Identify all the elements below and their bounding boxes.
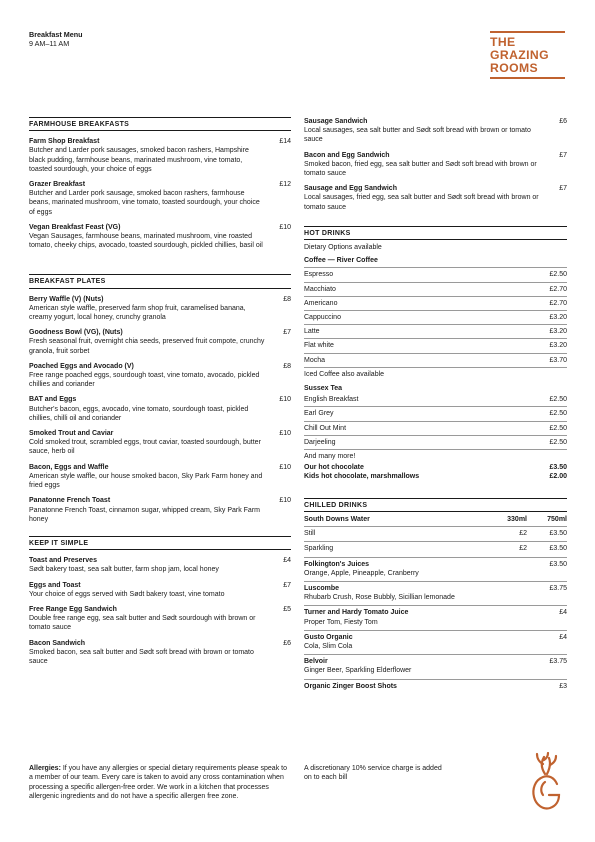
chilled-list (304, 527, 567, 694)
menu-item (304, 151, 567, 179)
menu-item-description: Panatonne French Toast, cinnamon sugar, whipped cream, Sky Park Farm honey (29, 506, 260, 523)
drink-row (304, 325, 567, 339)
service-charge-note: A discretionary 10% service charge is added on to each bill (304, 765, 442, 782)
menu-item-price: £10 (279, 396, 291, 404)
allergy-note (29, 764, 291, 801)
logo-line: ROOMS (490, 61, 539, 76)
chilled-drink-name: Sparkling (304, 545, 334, 553)
menu-item (29, 581, 291, 599)
chilled-drink-name: Gusto Organic (304, 633, 353, 641)
chilled-drink-name: Belvoir (304, 658, 328, 666)
drink-row (304, 422, 567, 436)
menu-item-price: £6 (559, 118, 567, 125)
logo-bottom-rule (490, 77, 565, 79)
drink-name: Earl Grey (304, 410, 334, 418)
menu-item-body (304, 117, 540, 145)
chilled-drink-row (304, 655, 567, 679)
chilled-drink-cell (304, 608, 487, 626)
logo-line: GRAZING (490, 48, 549, 63)
drink-row (304, 283, 567, 297)
chilled-drink-row (304, 680, 567, 694)
menu-item (304, 117, 567, 145)
price-750ml: £4 (559, 633, 567, 641)
menu-item-name: Sausage Sandwich (304, 118, 368, 125)
chilled-drink-description: Proper Tom, Fiesty Tom (304, 618, 378, 626)
menu-item-body (29, 581, 265, 599)
drink-row (304, 472, 567, 481)
drink-price: £3.20 (549, 314, 567, 322)
chilled-drink-cell (304, 682, 487, 691)
menu-item (29, 223, 291, 251)
menu-item-name: Bacon Sandwich (29, 639, 86, 647)
drink-name: Espresso (304, 271, 334, 279)
menu-item-description: Your choice of eggs served with Sødt bakery toast, vine tomato (29, 590, 225, 598)
menu-item-description: Local sausages, fried egg, sea salt butter and Sødt soft bread with brown or tomato sauce (304, 194, 539, 211)
drink-price: £3.50 (549, 464, 567, 472)
price-750ml: £3.75 (549, 658, 567, 666)
logo-line: THE (490, 35, 516, 49)
chilled-drink-description: Cola, Slim Cola (304, 642, 353, 650)
price-750ml: £3.75 (549, 584, 567, 592)
tea-heading: Sussex Tea (304, 385, 343, 393)
menu-item (29, 137, 291, 174)
menu-item-price: £10 (279, 430, 291, 438)
chocolate-list (304, 463, 567, 481)
menu-item-description: Smoked bacon, fried egg, sea salt butter and Sødt soft bread with brown or tomato sauce (304, 160, 537, 178)
menu-item-price: £14 (279, 138, 291, 146)
deer-g-emblem-icon (526, 752, 564, 814)
menu-item (29, 463, 291, 491)
menu-item-name: Toast and Preserves (29, 557, 97, 565)
menu-item (29, 395, 291, 423)
drink-name: Darjeeling (304, 438, 336, 446)
menu-item-body (29, 137, 265, 174)
price-750ml: £3.50 (549, 560, 567, 568)
drink-price: £2.50 (549, 396, 567, 404)
right-column (304, 117, 567, 694)
allergy-label: Allergies: (29, 765, 61, 772)
menu-item-name: Sausage and Egg Sandwich (304, 185, 397, 193)
menu-item (29, 639, 291, 667)
menu-item-price: £6 (283, 639, 291, 647)
menu-item-body (29, 328, 265, 356)
menu-item (29, 496, 291, 524)
drink-row (304, 393, 567, 407)
left-column (29, 117, 291, 672)
drink-price: £2.50 (549, 410, 567, 418)
dietary-note: Dietary Options available (304, 244, 382, 252)
price-330ml: £2 (519, 545, 527, 553)
section-title-hot-drinks: HOT DRINKS (304, 226, 567, 240)
chilled-drink-cell (304, 544, 487, 553)
sandwiches-list (304, 117, 567, 212)
price-750ml: £3.50 (549, 545, 567, 553)
chilled-drink-name: Turner and Hardy Tomato Juice (304, 609, 409, 617)
menu-item-name: Smoked Trout and Caviar (29, 430, 114, 438)
section-title-chilled-drinks: CHILLED DRINKS (304, 498, 567, 512)
simple-list (29, 556, 291, 666)
menu-item-price: £12 (279, 181, 291, 189)
drink-name: Mocha (304, 356, 326, 364)
menu-item-body (304, 151, 540, 179)
plates-list (29, 295, 291, 524)
section-title-farmhouse: FARMHOUSE BREAKFASTS (29, 117, 291, 131)
menu-item-description: Smoked bacon, sea salt butter and Sødt soft bread with brown or tomato sauce (29, 648, 254, 665)
menu-item-name: Farm Shop Breakfast (29, 138, 100, 146)
drink-row (304, 297, 567, 311)
price-330ml (487, 560, 527, 578)
menu-item (29, 328, 291, 356)
drink-price: £2.70 (549, 285, 567, 293)
menu-item-body (29, 429, 265, 457)
menu-item-body (29, 639, 265, 667)
menu-item-body (29, 605, 265, 633)
menu-item-name: Eggs and Toast (29, 581, 81, 589)
drink-name: Flat white (304, 342, 334, 350)
chilled-drink-description: Orange, Apple, Pineapple, Cranberry (304, 569, 419, 577)
menu-item-body (29, 180, 265, 217)
menu-item-description: Cold smoked trout, scrambled eggs, trout caviar, toasted sourdough, butter sauce, herb oil (29, 439, 261, 456)
drink-price: £2.50 (549, 424, 567, 432)
logo (490, 31, 565, 79)
menu-item-name: Goodness Bowl (VG), (Nuts) (29, 329, 123, 337)
col-750ml: 750ml (547, 515, 567, 523)
drink-name: English Breakfast (304, 396, 359, 404)
chilled-drink-row (304, 558, 567, 582)
chilled-drink-cell (304, 657, 487, 675)
menu-item-description: Free range poached eggs, sourdough toast, vine tomato, avocado, pickled chillies and coriander (29, 372, 260, 389)
menu-item-body (29, 362, 265, 390)
drink-row (304, 311, 567, 325)
menu-item-body (304, 184, 540, 212)
menu-item-description: Local sausages, sea salt butter and Sødt soft bread with brown or tomato sauce (304, 127, 531, 144)
price-750ml: £3.50 (549, 530, 567, 538)
chilled-drink-name: Still (304, 530, 316, 538)
drink-row (304, 407, 567, 421)
chilled-drink-row (304, 582, 567, 606)
menu-item-description: American style waffle, preserved farm shop fruit, caramelised banana, creamy yogurt, local honey, crunchy granola (29, 304, 246, 322)
menu-item-price: £10 (279, 463, 291, 471)
drink-name: Latte (304, 328, 320, 336)
drink-price: £3.70 (549, 356, 567, 364)
drink-price: £2.50 (549, 438, 567, 446)
menu-item-description: Double free range egg, sea salt butter and Sødt sourdough with brown or tomato sauce (29, 615, 256, 632)
drink-price: £3.20 (549, 328, 567, 336)
menu-item-description: American style waffle, our house smoked bacon, Sky Park Farm honey and fried eggs (29, 472, 263, 490)
menu-item (29, 295, 291, 323)
menu-item-name: Bacon and Egg Sandwich (304, 151, 390, 159)
menu-item-body (29, 295, 265, 323)
menu-item-description: Vegan Sausages, farmhouse beans, marinated mushroom, vine roasted tomato, cheeky chips, avocado, toasted sourdough, pickled chillies, basil oil (29, 233, 263, 250)
chilled-drink-name: Luscombe (304, 584, 340, 592)
drink-price: £2.50 (549, 271, 567, 279)
chilled-drink-row (304, 542, 567, 557)
menu-item-price: £8 (283, 295, 291, 303)
section-title-simple: KEEP IT SIMPLE (29, 536, 291, 550)
price-330ml (487, 657, 527, 675)
chilled-drink-name: Organic Zinger Boost Shots (304, 682, 397, 690)
iced-coffee-note: Iced Coffee also available (304, 370, 385, 378)
menu-item (29, 362, 291, 390)
drink-price: £2.70 (549, 299, 567, 307)
menu-item-description: Butcher and Larder pork sausage, smoked bacon rashers, farmhouse beans, marinated mushroom, vine tomato, toasted sourdough, your choice of eggs (29, 190, 260, 216)
price-750ml: £3 (559, 682, 567, 690)
menu-item (29, 180, 291, 217)
menu-item-name: Poached Eggs and Avocado (V) (29, 362, 134, 370)
price-330ml (487, 633, 527, 651)
menu-item-body (29, 556, 265, 574)
menu-item-name: Berry Waffle (V) (Nuts) (29, 295, 104, 303)
drink-price: £2.00 (549, 473, 567, 481)
price-330ml (487, 682, 527, 691)
menu-item-price: £7 (559, 185, 567, 193)
allergy-text: If you have any allergies or special dietary requirements please speak to a member of our team. Every care is taken to avoid any cross contamination when processing a specific allergen-free order. We work in a kitchen that processes allergenic ingredients and do not have a specific allergen free zone. (29, 765, 287, 800)
water-heading: South Downs Water (304, 515, 370, 523)
drink-name: Our hot chocolate (304, 464, 364, 472)
drink-name: Cappuccino (304, 314, 341, 322)
menu-item-body (29, 496, 265, 524)
chilled-drink-cell (304, 529, 487, 538)
menu-item-description: Butcher and Larder pork sausages, smoked bacon rashers, Hampshire black pudding, farmhouse beans, marinated mushroom, vine tomato, toasted sourdough, your choice of eggs (29, 147, 249, 173)
price-330ml (487, 608, 527, 626)
price-330ml (487, 584, 527, 602)
menu-item-description: Butcher's bacon, eggs, avocado, vine tomato, sourdough toast, pickled chillies, chilli oil and coriander (29, 405, 249, 422)
chilled-drink-name: Folkington's Juices (304, 560, 370, 568)
menu-item-name: Panatonne French Toast (29, 497, 111, 505)
drink-row (304, 436, 567, 450)
tea-list (304, 393, 567, 450)
chilled-drink-row (304, 606, 567, 630)
menu-item-price: £7 (283, 581, 291, 589)
menu-item-name: Bacon, Eggs and Waffle (29, 463, 109, 471)
menu-item-body (29, 463, 265, 491)
drink-row (304, 354, 567, 368)
menu-item (29, 429, 291, 457)
chilled-drink-row (304, 527, 567, 542)
chilled-drink-cell (304, 560, 487, 578)
col-330ml: 330ml (507, 515, 527, 523)
drink-row (304, 463, 567, 472)
chilled-drink-row (304, 631, 567, 655)
menu-item-price: £4 (283, 557, 291, 565)
coffee-list (304, 268, 567, 367)
drink-row (304, 339, 567, 353)
coffee-heading: Coffee — River Coffee (304, 254, 567, 268)
drink-row (304, 268, 567, 282)
chilled-drink-description: Ginger Beer, Sparkling Elderflower (304, 667, 412, 675)
chilled-drink-description: Rhubarb Crush, Rose Bubbly, Sicillian lemonade (304, 594, 455, 602)
section-title-plates: BREAKFAST PLATES (29, 274, 291, 288)
drink-name: Macchiato (304, 285, 336, 293)
menu-item-name: BAT and Eggs (29, 396, 77, 404)
menu-item-description: Sødt bakery toast, sea salt butter, farm shop jam, local honey (29, 566, 219, 574)
many-more-note: And many more! (304, 453, 356, 461)
menu-item-price: £10 (279, 223, 291, 231)
menu-item-body (29, 395, 265, 423)
menu-item-name: Free Range Egg Sandwich (29, 605, 117, 613)
menu-hours: 9 AM–11 AM (29, 39, 70, 48)
price-750ml: £4 (559, 609, 567, 617)
water-header-row (304, 513, 567, 527)
price-330ml: £2 (519, 530, 527, 538)
menu-item-description: Fresh seasonal fruit, overnight chia seeds, preserved fruit compote, crunchy granola, fruit sorbet (29, 338, 265, 355)
drink-name: Americano (304, 299, 338, 307)
menu-item-body (29, 223, 265, 251)
drink-price: £3.20 (549, 342, 567, 350)
farmhouse-list (29, 137, 291, 250)
menu-item (29, 556, 291, 574)
chilled-drink-cell (304, 633, 487, 651)
menu-item-price: £7 (283, 329, 291, 337)
drink-name: Kids hot chocolate, marshmallows (304, 473, 420, 481)
logo-wordmark (490, 33, 565, 77)
menu-item-name: Vegan Breakfast Feast (VG) (29, 223, 121, 231)
menu-title: Breakfast Menu (29, 30, 83, 39)
menu-item (304, 184, 567, 212)
drink-name: Chill Out Mint (304, 424, 347, 432)
menu-item-price: £7 (559, 151, 567, 159)
menu-item-name: Grazer Breakfast (29, 181, 86, 189)
menu-item-price: £10 (279, 497, 291, 505)
menu-item-price: £8 (283, 362, 291, 370)
menu-item-price: £5 (283, 605, 291, 613)
chilled-drink-cell (304, 584, 487, 602)
menu-item (29, 605, 291, 633)
